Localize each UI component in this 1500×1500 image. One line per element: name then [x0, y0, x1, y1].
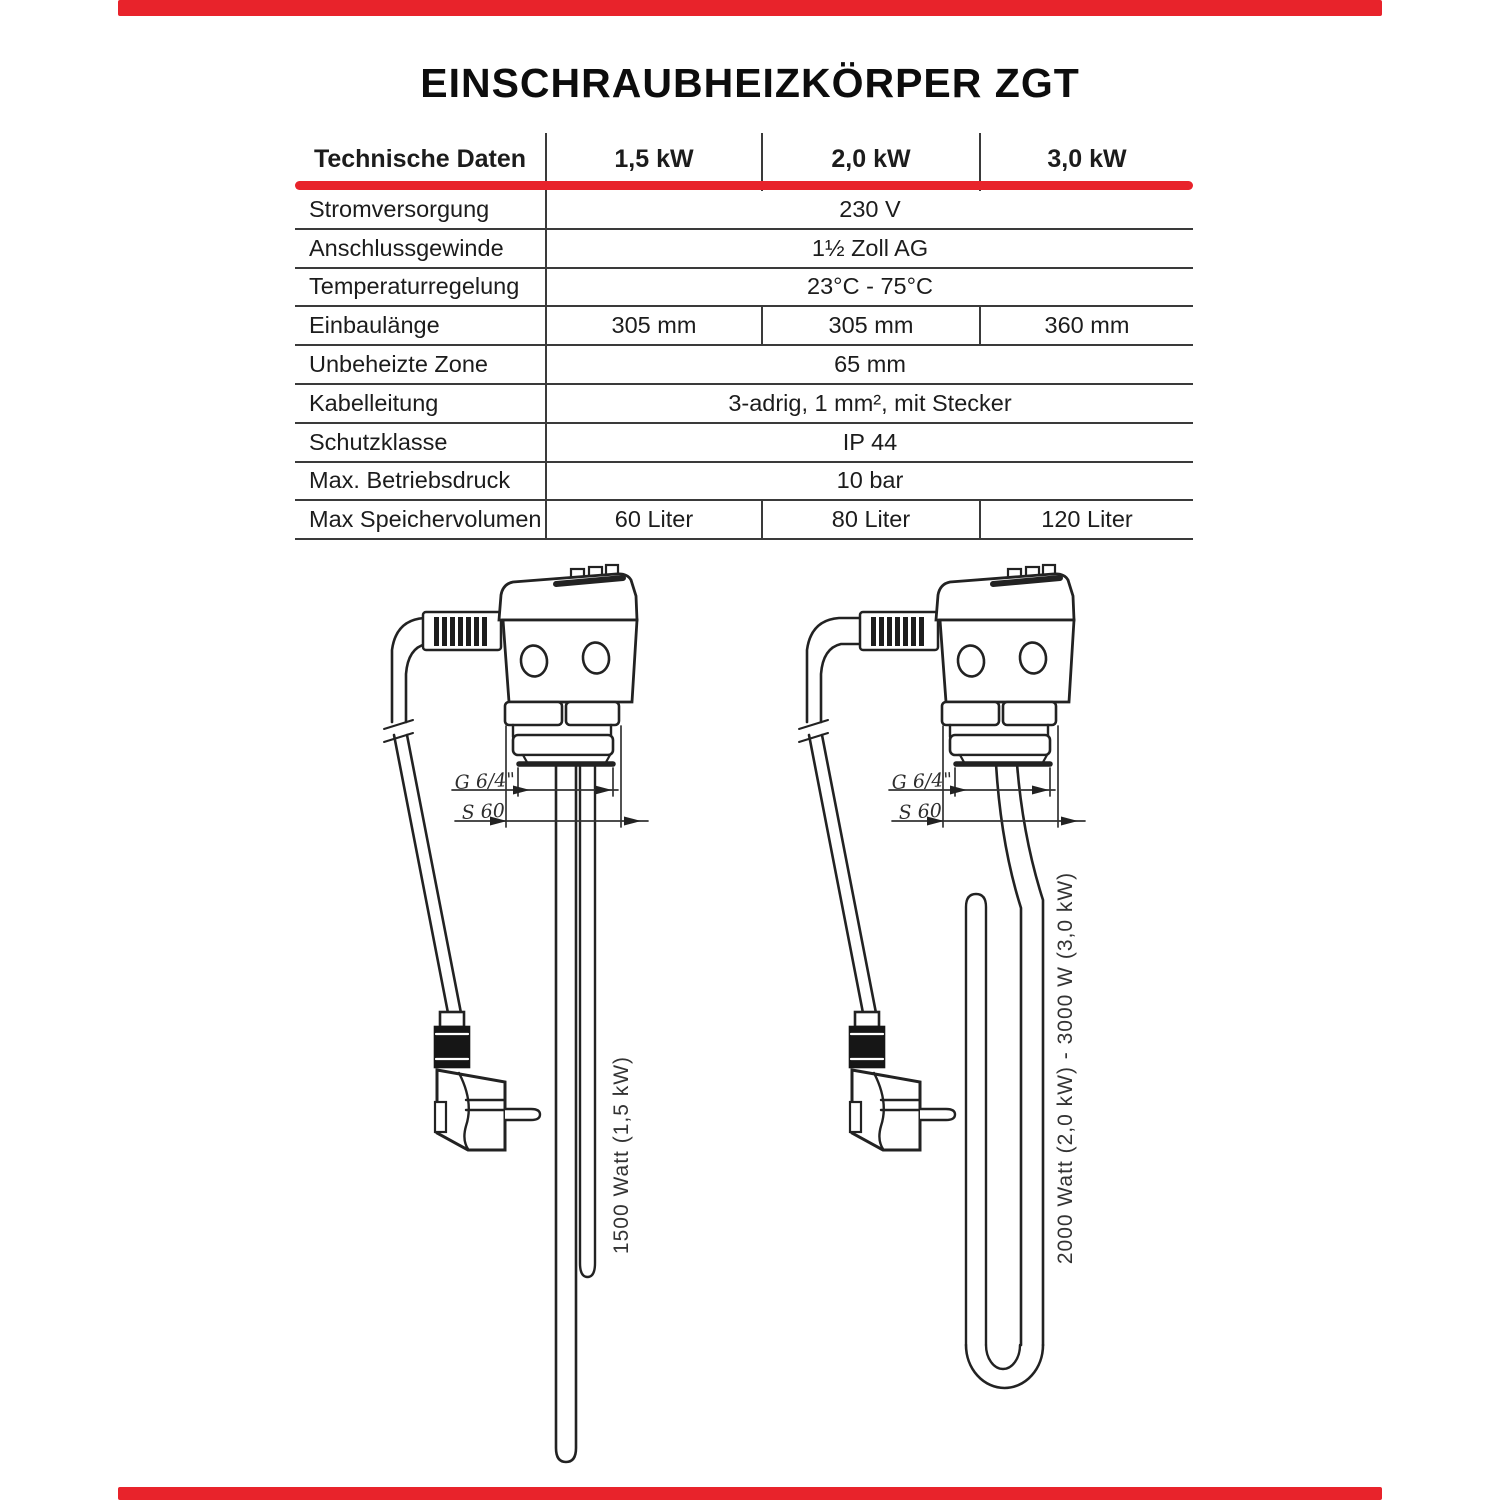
- row-value-max-speichervolumen-1: 60 Liter: [547, 501, 763, 540]
- row-value-max-speichervolumen-3: 120 Liter: [981, 501, 1193, 540]
- left-straight-heating-rod: [556, 764, 595, 1462]
- table-header-1-5kw: 1,5 kW: [547, 133, 763, 191]
- row-value-unbeheizte-zone: 65 mm: [547, 346, 1193, 385]
- row-value-kabelleitung: 3-adrig, 1 mm², mit Stecker: [547, 385, 1193, 424]
- row-label-einbaulaenge: Einbaulänge: [295, 307, 547, 346]
- right-power-label: 2000 Watt (2,0 kW) - 3000 W (3,0 kW): [1054, 871, 1077, 1265]
- right-wrench-dimension-label: S 60: [898, 799, 943, 824]
- page-title: EINSCHRAUBHEIZKÖRPER ZGT: [420, 60, 1080, 106]
- right-cable-and-plug: [799, 618, 955, 1150]
- row-value-max-betriebsdruck: 10 bar: [547, 463, 1193, 502]
- row-label-temperaturregelung: Temperaturregelung: [295, 269, 547, 308]
- row-value-stromversorgung: 230 V: [547, 191, 1193, 230]
- right-heater-drawing: [799, 565, 1085, 1388]
- row-label-kabelleitung: Kabelleitung: [295, 385, 547, 424]
- right-hairpin-heating-element: [966, 764, 1043, 1388]
- row-value-einbaulaenge-2: 305 mm: [763, 307, 981, 346]
- table-header-2-0kw: 2,0 kW: [763, 133, 981, 191]
- row-value-einbaulaenge-1: 305 mm: [547, 307, 763, 346]
- row-label-max-speichervolumen: Max Speichervolumen: [295, 501, 547, 540]
- row-label-schutzklasse: Schutzklasse: [295, 424, 547, 463]
- right-thread-dimension-label: G 6/4": [891, 768, 953, 794]
- left-wrench-dimension-label: S 60: [461, 799, 506, 824]
- left-thread-dimension-label: G 6/4": [454, 768, 516, 794]
- row-label-unbeheizte-zone: Unbeheizte Zone: [295, 346, 547, 385]
- table-header-3-0kw: 3,0 kW: [1047, 144, 1127, 173]
- row-value-einbaulaenge-3: 360 mm: [981, 307, 1193, 346]
- row-value-max-speichervolumen-2: 80 Liter: [763, 501, 981, 540]
- row-value-schutzklasse: IP 44: [547, 424, 1193, 463]
- row-value-temperaturregelung: 23°C - 75°C: [547, 269, 1193, 308]
- row-label-anschlussgewinde: Anschlussgewinde: [295, 230, 547, 269]
- row-label-max-betriebsdruck: Max. Betriebsdruck: [295, 463, 547, 502]
- left-heater-drawing: [384, 565, 648, 1462]
- left-power-label: 1500 Watt (1,5 kW): [610, 1055, 633, 1255]
- row-value-anschlussgewinde: 1½ Zoll AG: [547, 230, 1193, 269]
- row-label-stromversorgung: Stromversorgung: [295, 191, 547, 230]
- table-header-technische-daten: Technische Daten: [295, 133, 547, 191]
